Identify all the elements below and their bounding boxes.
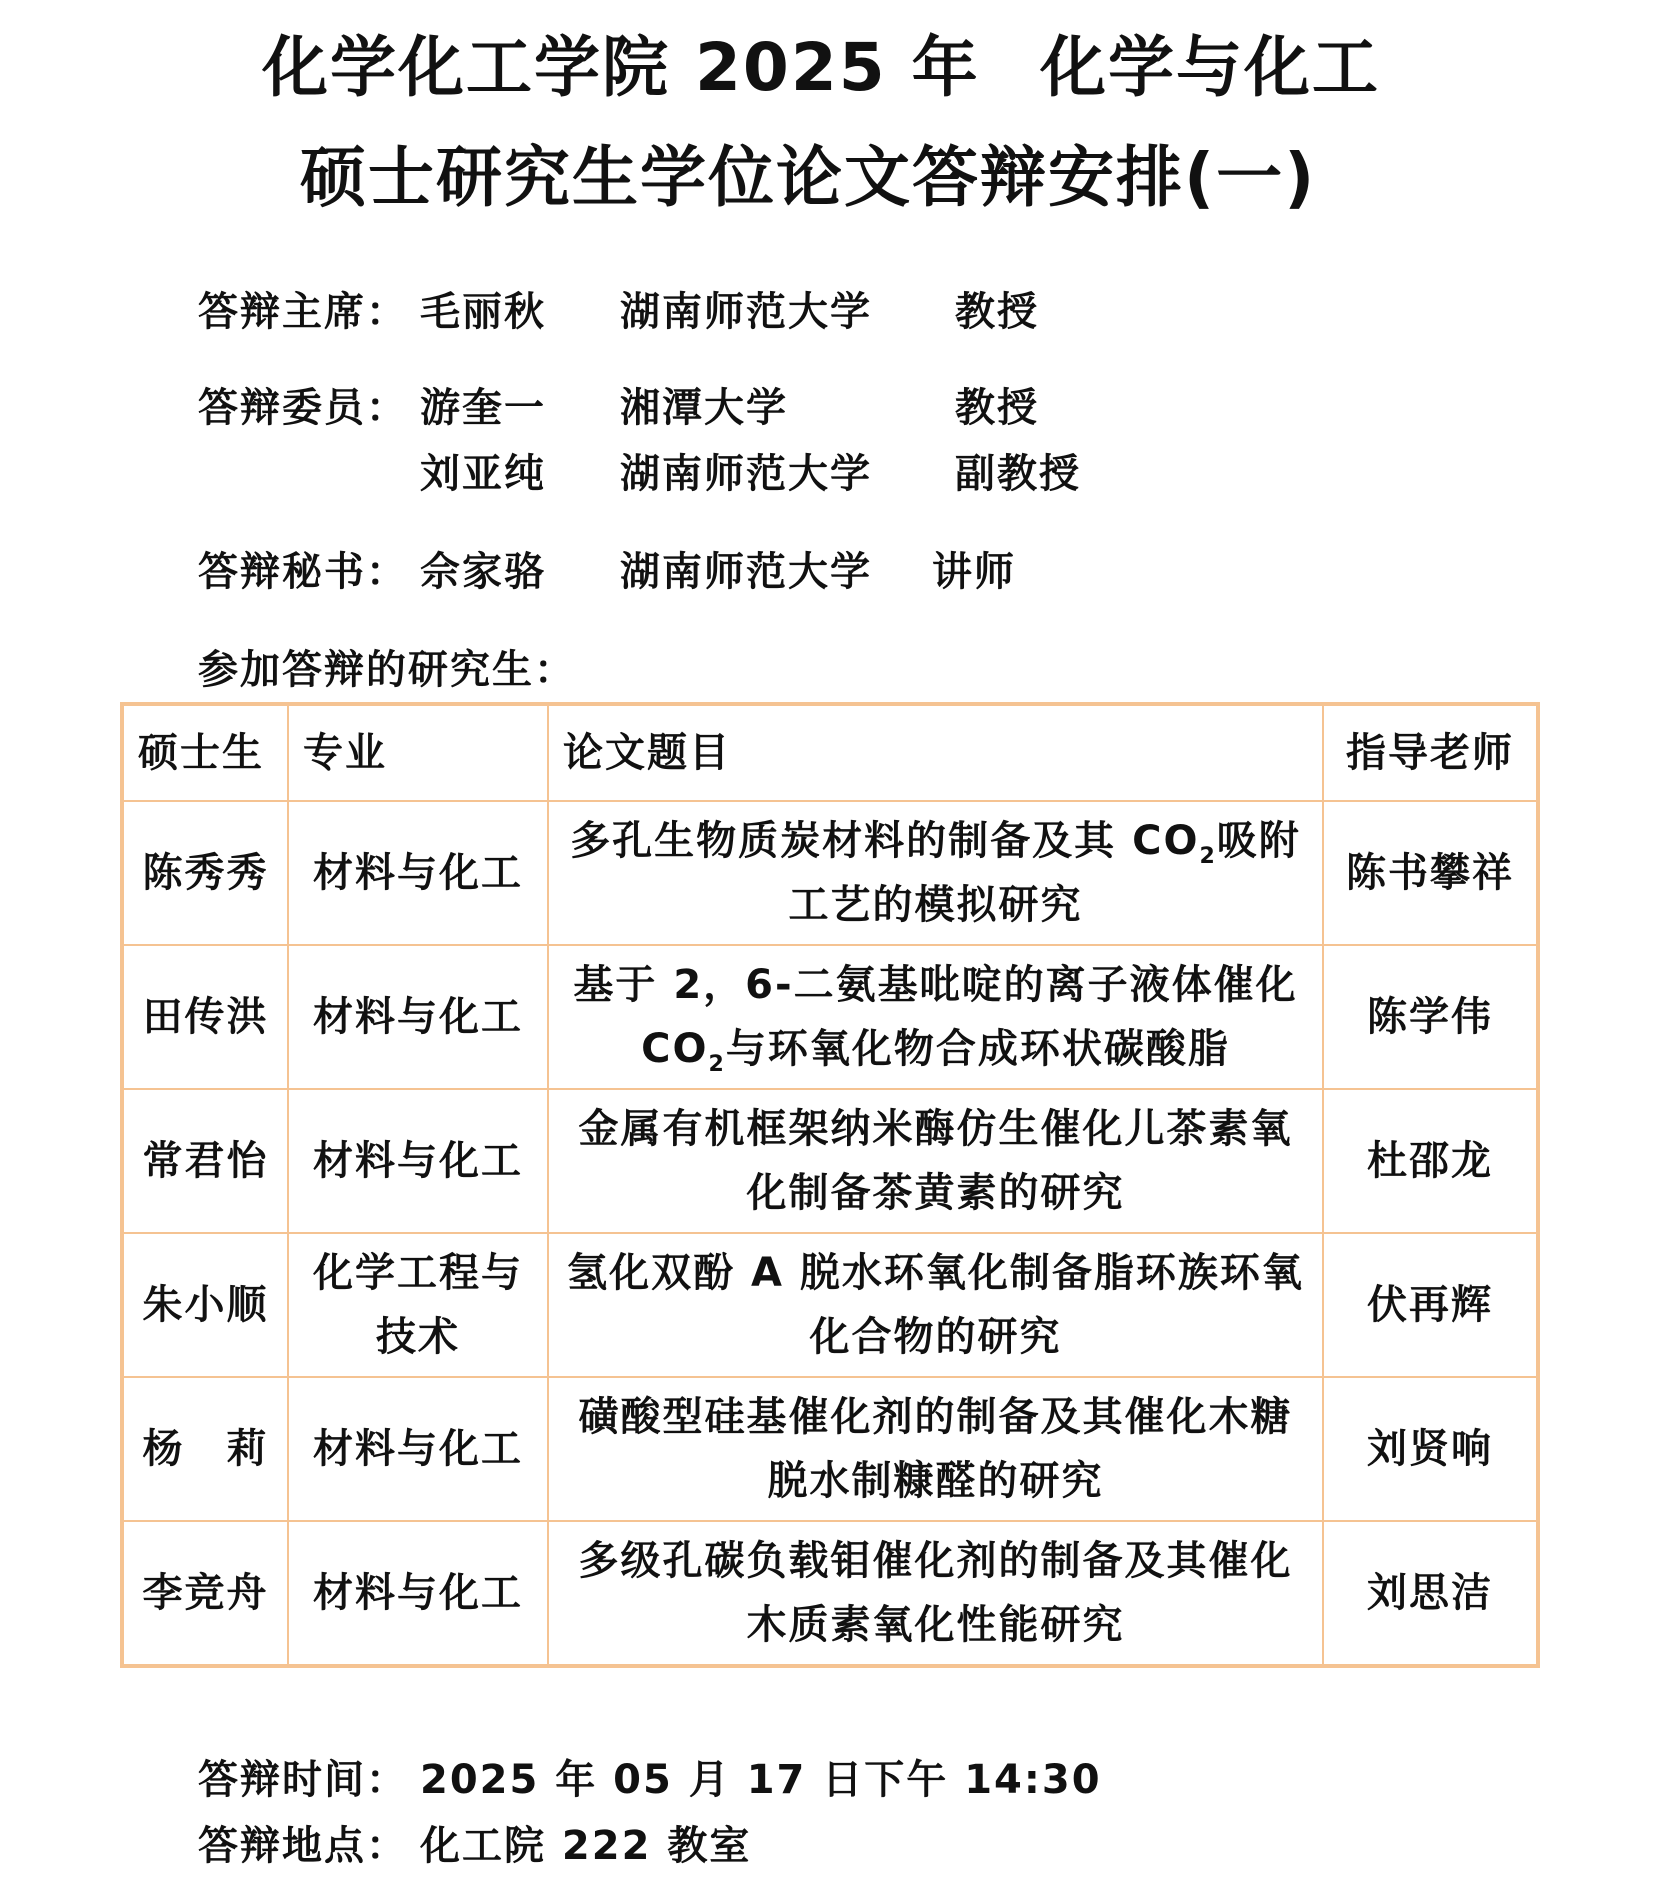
student-name: 陈秀秀 bbox=[122, 801, 288, 945]
thesis-title-subscript: 2 bbox=[708, 1052, 726, 1077]
thesis-title: 氢化双酚 A 脱水环氧化制备脂环族环氧化合物的研究 bbox=[548, 1233, 1323, 1377]
secretary-label: 答辩秘书： bbox=[198, 549, 408, 595]
student-name: 朱小顺 bbox=[122, 1233, 288, 1377]
students-table bbox=[120, 702, 1540, 1668]
student-major: 材料与化工 bbox=[288, 945, 548, 1089]
table-row bbox=[122, 801, 1538, 945]
member-1-title: 教授 bbox=[955, 385, 1039, 431]
student-name: 田传洪 bbox=[122, 945, 288, 1089]
table-row bbox=[122, 1521, 1538, 1666]
header-major: 专业 bbox=[288, 704, 548, 801]
thesis-title-part-2: 吸附工艺的模拟研究 bbox=[788, 818, 1301, 928]
header-name: 硕士生 bbox=[122, 704, 288, 801]
table-row bbox=[122, 1233, 1538, 1377]
title-subject: 硕士研究生学位论文答辩安排(一) bbox=[300, 139, 1317, 216]
thesis-title-part-1: 基于 2，6-二氨基吡啶的离子液体催化 CO bbox=[573, 962, 1298, 1072]
thesis-title: 金属有机框架纳米酶仿生催化儿茶素氧化制备茶黄素的研究 bbox=[548, 1089, 1323, 1233]
thesis-title-part-2: 与环氧化物合成环状碳酸脂 bbox=[725, 1026, 1230, 1072]
secretary-title: 讲师 bbox=[932, 549, 1016, 595]
student-major: 材料与化工 bbox=[288, 1377, 548, 1521]
header-advisor: 指导老师 bbox=[1323, 704, 1538, 801]
defense-time-label: 答辩时间： bbox=[198, 1757, 408, 1803]
thesis-title bbox=[548, 945, 1323, 1089]
student-name: 杨 莉 bbox=[122, 1377, 288, 1521]
student-major: 化学工程与技术 bbox=[288, 1233, 548, 1377]
title-school-year: 化学化工学院 2025 年 bbox=[262, 29, 980, 106]
table-row bbox=[122, 945, 1538, 1089]
thesis-title-subscript: 2 bbox=[1199, 844, 1217, 869]
student-major: 材料与化工 bbox=[288, 1089, 548, 1233]
chair-title: 教授 bbox=[955, 289, 1039, 335]
secretary-org: 湖南师范大学 bbox=[620, 549, 872, 595]
advisor-name: 伏再辉 bbox=[1323, 1233, 1538, 1377]
table-row bbox=[122, 1377, 1538, 1521]
table-header-row bbox=[122, 704, 1538, 801]
thesis-title: 多级孔碳负载钼催化剂的制备及其催化木质素氧化性能研究 bbox=[548, 1521, 1323, 1666]
title-program: 化学与化工 bbox=[1040, 29, 1380, 106]
table-row bbox=[122, 1089, 1538, 1233]
member-2-title: 副教授 bbox=[955, 451, 1081, 497]
advisor-name: 杜邵龙 bbox=[1323, 1089, 1538, 1233]
advisor-name: 陈书攀祥 bbox=[1323, 801, 1538, 945]
thesis-title: 磺酸型硅基催化剂的制备及其催化木糖脱水制糠醛的研究 bbox=[548, 1377, 1323, 1521]
member-1-org: 湘潭大学 bbox=[620, 385, 788, 431]
chair-name: 毛丽秋 bbox=[420, 289, 546, 335]
students-heading: 参加答辩的研究生： bbox=[198, 647, 576, 693]
member-2-name: 刘亚纯 bbox=[420, 451, 546, 497]
chair-org: 湖南师范大学 bbox=[620, 289, 872, 335]
defense-time-value: 2025 年 05 月 17 日下午 14:30 bbox=[420, 1757, 1102, 1803]
student-major: 材料与化工 bbox=[288, 1521, 548, 1666]
student-major: 材料与化工 bbox=[288, 801, 548, 945]
member-1-name: 游奎一 bbox=[420, 385, 546, 431]
thesis-title bbox=[548, 801, 1323, 945]
student-name: 李竞舟 bbox=[122, 1521, 288, 1666]
advisor-name: 刘贤响 bbox=[1323, 1377, 1538, 1521]
secretary-name: 佘家骆 bbox=[420, 549, 546, 595]
defense-place-label: 答辩地点： bbox=[198, 1823, 408, 1869]
thesis-title-part-1: 多孔生物质炭材料的制备及其 CO bbox=[570, 818, 1200, 864]
members-label: 答辩委员： bbox=[198, 385, 408, 431]
header-title: 论文题目 bbox=[548, 704, 1323, 801]
chair-label: 答辩主席： bbox=[198, 289, 408, 335]
advisor-name: 陈学伟 bbox=[1323, 945, 1538, 1089]
advisor-name: 刘思洁 bbox=[1323, 1521, 1538, 1666]
defense-place-value: 化工院 222 教室 bbox=[420, 1823, 752, 1869]
student-name: 常君怡 bbox=[122, 1089, 288, 1233]
member-2-org: 湖南师范大学 bbox=[620, 451, 872, 497]
